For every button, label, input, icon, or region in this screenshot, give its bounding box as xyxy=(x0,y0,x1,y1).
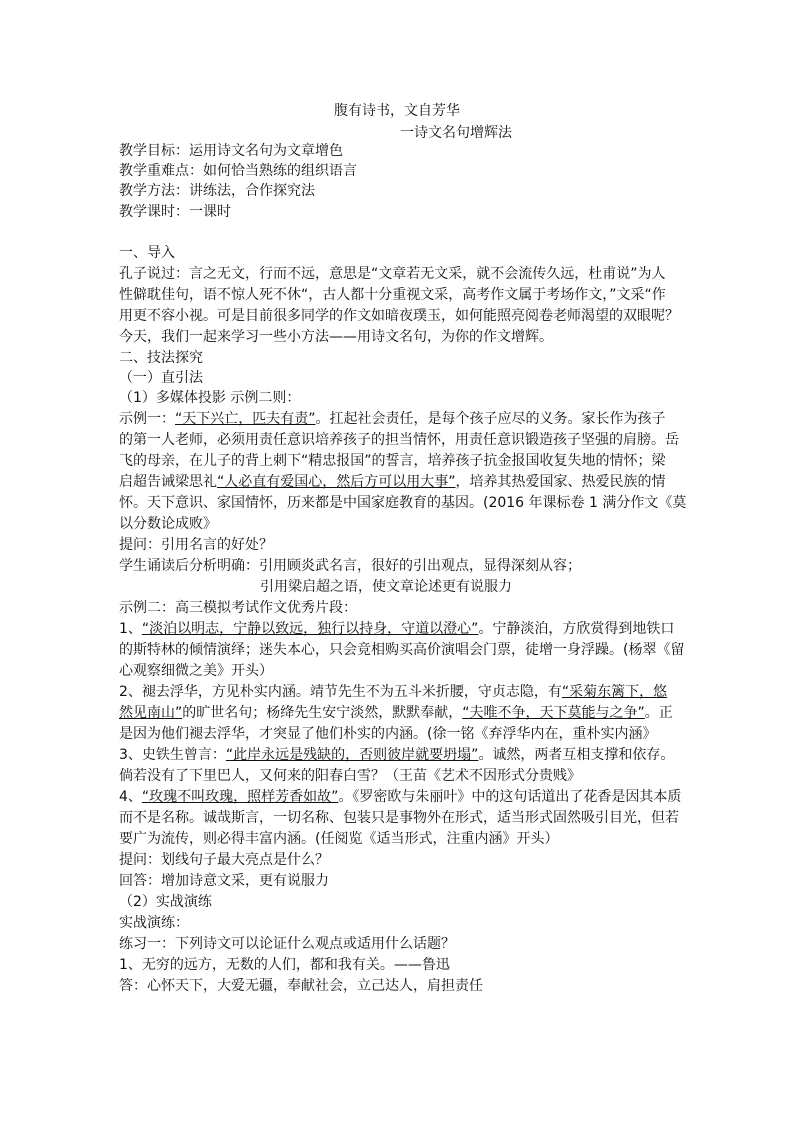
answer: 学生诵读后分析明确：引用顾炎武名言，很好的引出观点，显得深刻从容； xyxy=(119,558,581,574)
example-one-line xyxy=(119,472,699,493)
underlined-quote: “采菊东篱下，悠 xyxy=(561,684,668,700)
example-one-line: 的第一人老师，必须用责任意识培养孩子的担当情怀，用责任意识锻造孩子坚强的肩膀。岳 xyxy=(119,432,679,448)
subsection-heading: （一）直引法 xyxy=(119,370,203,386)
intro-line: 孔子说过：言之无文，行而不远，意思是“文章若无文采，就不会流传久远，杜甫说”为人 xyxy=(119,266,666,282)
underlined-quote: “人必直有爱国心，然后方可以用大事” xyxy=(217,474,456,490)
underlined-quote: “夫唯不争，天下莫能与之争” xyxy=(462,705,645,721)
text: 启超告诫梁思礼 xyxy=(119,474,217,490)
question: 提问：引用名言的好处？ xyxy=(119,537,273,553)
section-heading: 二、技法探究 xyxy=(119,350,203,366)
intro-line: 今天，我们一起来学习一些小方法——用诗文名句，为你的作文增辉。 xyxy=(119,329,553,345)
example-two-line xyxy=(119,703,699,724)
exercise-question: 练习一：下列诗文可以论证什么观点或适用什么话题？ xyxy=(119,936,455,952)
intro-line: 性僻耽佳句，语不惊人死不休“，古人都十分重视文采，高考作文属于考场作文，”文采“作 xyxy=(119,287,666,303)
example-two-line: 而不是名称。诚哉斯言，一切名称、包装只是事物外在形式，适当形式固然吸引目光，但若 xyxy=(119,810,679,826)
underlined-quote: 然见南山” xyxy=(119,705,183,721)
underlined-quote: “此岸永远是残缺的，否则彼岸就要坍塌” xyxy=(225,747,479,763)
meta-goal: 教学目标：运用诗文名句为文章增色 xyxy=(119,143,343,159)
text: 的旷世名句；杨绛先生安宁淡然，默默奉献， xyxy=(182,705,463,721)
text: 。宁静淡泊，方欣赏得到地铁口 xyxy=(478,621,675,637)
subsection-item: （2）实战演练 xyxy=(119,894,212,910)
label: 示例一： xyxy=(119,411,175,427)
example-one-line: 飞的母亲，在儿子的背上刺下“精忠报国”的誓言，培养孩子抗金报国收复失地的情怀；梁 xyxy=(119,453,666,469)
practice-heading: 实战演练： xyxy=(119,915,189,931)
example-one-line: 怀。天下意识、家国情怀，历来都是中国家庭教育的基因。(2016 年课标卷 1 满分作文《莫 xyxy=(119,495,687,511)
doc-title: 腹有诗书，文自芳华 xyxy=(334,103,460,119)
example-two-line: 是因为他们褪去浮华，才突显了他们朴实的内涵。(徐一铭《弃浮华内在，重朴实内涵》 xyxy=(119,726,657,742)
text: 。《罗密欧与朱丽叶》中的这句话道出了花香是因其本质 xyxy=(338,789,682,805)
exercise-item: 1、无穷的远方，无数的人们，都和我有关。——鲁迅 xyxy=(119,957,450,973)
example-one-line xyxy=(119,409,699,430)
subsection-item: （1）多媒体投影 示例二则： xyxy=(119,390,301,406)
meta-hours: 教学课时：一课时 xyxy=(119,204,231,220)
underlined-quote: “玫瑰不叫玫瑰，照样芳香如故” xyxy=(141,789,339,805)
example-two-heading: 示例二：高三模拟考试作文优秀片段： xyxy=(119,600,357,616)
example-two-line: 的斯特林的倾情演绎；迷失本心，只会竞相购买高价演唱会门票，徒增一身浮躁。(杨翠《留 xyxy=(119,642,685,658)
doc-subtitle: 一诗文名句增辉法 xyxy=(400,125,512,141)
example-two-line xyxy=(119,619,699,640)
text: 。扛起社会责任，是每个孩子应尽的义务。家长作为孩子 xyxy=(315,411,666,427)
example-two-line xyxy=(119,682,699,703)
intro-heading: 一、导入 xyxy=(119,245,175,261)
example-one-line: 以分数论成败》 xyxy=(119,516,217,532)
text: 1、 xyxy=(119,621,142,637)
example-two-line: 倘若没有了下里巴人，又何来的阳春白雪？（王苗《艺术不因形式分贵贱》 xyxy=(119,768,581,784)
question: 提问：划线句子最大亮点是什么？ xyxy=(119,852,329,868)
example-two-line: 要广为流传，则必得丰富内涵。(任阅览《适当形式，注重内涵》开头） xyxy=(119,831,559,847)
text: 3、史铁生曾言： xyxy=(119,747,226,763)
text: 4、 xyxy=(119,789,142,805)
example-two-line xyxy=(119,787,699,808)
intro-line: 用更不容小视。可是目前很多同学的作文如暗夜璞玉，如何能照亮阅卷老师渴望的双眼呢？ xyxy=(119,308,679,324)
meta-difficulty: 教学重难点：如何恰当熟练的组织语言 xyxy=(119,163,357,179)
meta-method: 教学方法：讲练法，合作探究法 xyxy=(119,183,315,199)
answer: 回答：增加诗意文采，更有说服力 xyxy=(119,873,329,889)
exercise-answer: 答：心怀天下，大爱无疆，奉献社会，立己达人，肩担责任 xyxy=(119,978,483,994)
answer-continued: 引用梁启超之语，使文章论述更有说服力 xyxy=(260,579,512,595)
text: 2、褪去浮华，方见朴实内涵。靖节先生不为五斗米折腰，守贞志隐，有 xyxy=(119,684,562,700)
example-two-line xyxy=(119,745,699,766)
text: ，培养其热爱国家、热爱民族的情 xyxy=(455,474,666,490)
underlined-quote: “天下兴亡，匹夫有责” xyxy=(175,411,316,427)
text: 。正 xyxy=(644,705,673,721)
example-two-line: 心观察细微之美》开头） xyxy=(119,663,273,679)
underlined-quote: “淡泊以明志，宁静以致远，独行以持身，守道以澄心” xyxy=(141,621,479,637)
text: 。诚然，两者互相支撑和依存。 xyxy=(478,747,675,763)
